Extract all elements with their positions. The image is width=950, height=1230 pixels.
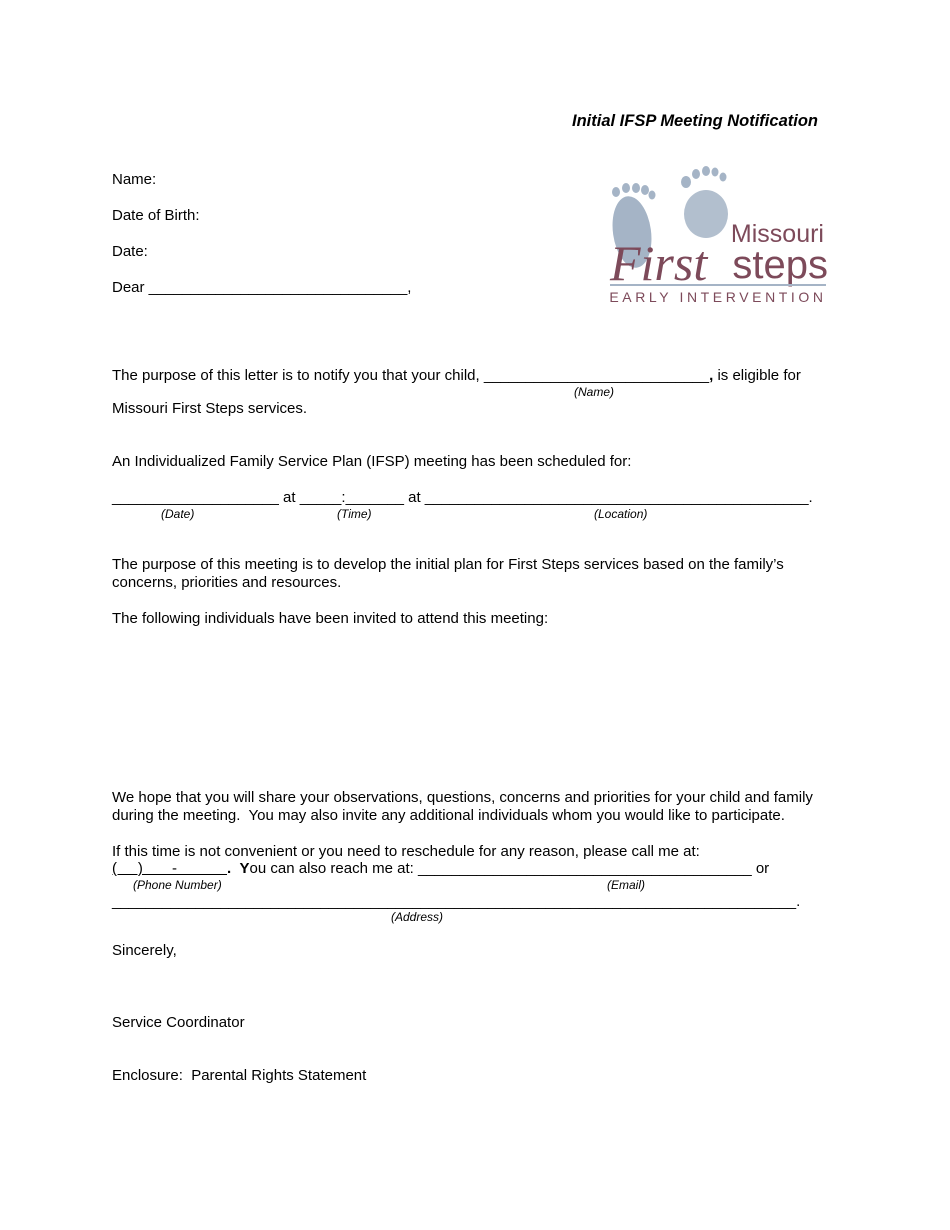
date-caption: (Date): [161, 507, 195, 521]
dob-field: Date of Birth:: [112, 207, 200, 224]
salutation: Dear _______________________________,: [112, 279, 412, 296]
contact-you-initial: Y: [239, 860, 250, 877]
hope-line-1: We hope that you will share your observations, questions, concerns and priorities for your child and family: [112, 789, 813, 806]
contact-email-text: ou can also reach me at: ________________________________________ or: [249, 860, 770, 877]
phone-blank: ( ) -: [112, 860, 228, 877]
eligibility-comma: ,: [709, 367, 714, 384]
location-caption: (Location): [594, 507, 648, 521]
page-title: Initial IFSP Meeting Notification: [572, 112, 818, 130]
hope-line-2: during the meeting. You may also invite any additional individuals whom you would like to participate.: [112, 807, 785, 824]
phone-period: .: [227, 860, 232, 877]
child-name-caption: (Name): [574, 385, 615, 399]
logo-word-steps: steps: [732, 243, 828, 287]
logo-word-first: First: [610, 235, 708, 291]
eligibility-line: [112, 367, 801, 385]
closing: Sincerely,: [112, 942, 177, 959]
invited-heading: The following individuals have been invited to attend this meeting:: [112, 610, 549, 627]
enclosure-note: Enclosure: Parental Rights Statement: [112, 1067, 367, 1084]
purpose-line-1: The purpose of this meeting is to develop the initial plan for First Steps services based on the family’s: [112, 556, 784, 573]
logo-word-missouri: Missouri: [730, 220, 824, 248]
date-field: Date:: [112, 243, 148, 260]
ifsp-intro: An Individualized Family Service Plan (IFSP) meeting has been scheduled for:: [112, 453, 632, 470]
meeting-details-line: ____________________ at _____:_______ at ______________________________________________.: [112, 489, 813, 506]
phone-caption: (Phone Number): [133, 878, 222, 892]
reschedule-line: If this time is not convenient or you need to reschedule for any reason, please call me at:: [112, 843, 700, 860]
time-caption: (Time): [337, 507, 372, 521]
eligibility-text-end: is eligible for: [713, 367, 801, 384]
eligibility-line-2: Missouri First Steps services.: [112, 400, 308, 417]
address-line: __________________________________________________________________________________.: [112, 893, 801, 910]
address-caption: (Address): [391, 910, 444, 924]
purpose-line-2: concerns, priorities and resources.: [112, 574, 342, 591]
eligibility-text: The purpose of this letter is to notify you that your child, ___________________________: [112, 367, 710, 384]
contact-line: [112, 860, 769, 878]
first-steps-logo: [604, 162, 830, 308]
logo-tagline: EARLY INTERVENTION: [609, 289, 827, 305]
name-field: Name:: [112, 171, 157, 188]
signature-title: Service Coordinator: [112, 1014, 245, 1031]
email-caption: (Email): [607, 878, 645, 892]
